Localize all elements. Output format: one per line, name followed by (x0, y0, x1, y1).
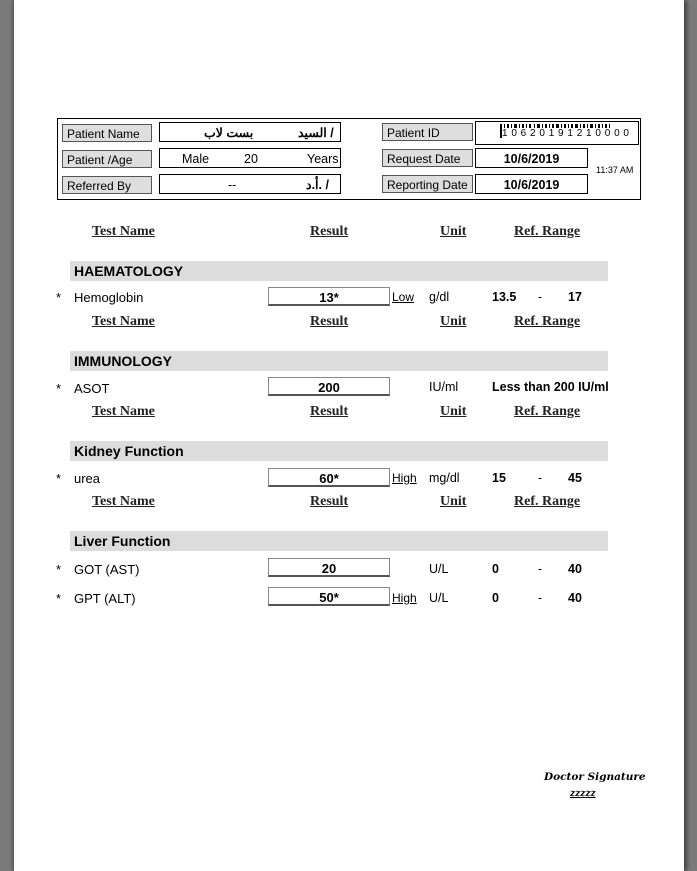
request-date-label: Request Date (382, 149, 473, 167)
col-result: Result (310, 314, 349, 329)
doctor-signature-mark: zzzzz (570, 789, 596, 799)
result-asot: 200 (268, 377, 390, 396)
test-name-asot: ASOT (74, 381, 110, 396)
col-unit: Unit (440, 404, 467, 419)
ref-dash: - (538, 471, 543, 485)
col-result: Result (310, 224, 349, 239)
col-test-name: Test Name (92, 494, 155, 509)
referred-by-prefix: أ.د. / (306, 178, 329, 192)
patient-header (57, 118, 641, 200)
report-time: 11:37 AM (596, 165, 634, 175)
result-got: 20 (268, 558, 390, 577)
ref-low-gpt: 0 (492, 591, 499, 605)
patient-name-field (159, 122, 341, 142)
test-star: * (56, 591, 62, 606)
ref-low-got: 0 (492, 562, 499, 576)
ref-dash: - (538, 290, 543, 304)
test-name-urea: urea (74, 471, 101, 486)
ref-dash: - (538, 591, 543, 605)
section-haematology: HAEMATOLOGY (70, 261, 608, 281)
referred-by-field (159, 174, 341, 194)
flag-gpt: High (392, 591, 417, 605)
reporting-date-value: 10/6/2019 (475, 174, 588, 194)
patient-name-prefix: السيد / (298, 126, 334, 140)
ref-low-urea: 15 (492, 471, 506, 485)
col-unit: Unit (440, 314, 467, 329)
test-star: * (56, 381, 62, 396)
col-test-name: Test Name (92, 404, 155, 419)
col-ref-range: Ref. Range (514, 314, 581, 329)
ref-high-hemoglobin: 17 (568, 290, 582, 304)
patient-age-label: Patient /Age (62, 150, 152, 168)
section-liver-function: Liver Function (70, 531, 608, 551)
flag-urea: High (392, 471, 417, 485)
referred-by-label: Referred By (62, 176, 152, 194)
patient-name-label: Patient Name (62, 124, 152, 142)
unit-asot: IU/ml (429, 380, 459, 394)
unit-urea: mg/dl (429, 471, 460, 485)
test-name-gpt: GPT (ALT) (74, 591, 136, 606)
section-immunology: IMMUNOLOGY (70, 351, 608, 371)
col-test-name: Test Name (92, 314, 155, 329)
reporting-date-label: Reporting Date (382, 175, 473, 193)
col-result: Result (310, 494, 349, 509)
patient-id-text: 1 0 6 2 0 1 9 1 2 1 0 0 0 0 (502, 128, 630, 139)
doctor-signature-label: Doctor Signature (544, 771, 646, 783)
test-name-hemoglobin: Hemoglobin (74, 290, 144, 305)
patient-id-barcode (475, 121, 639, 145)
result-hemoglobin: 13* (268, 287, 390, 306)
col-ref-range: Ref. Range (514, 224, 581, 239)
report-page (14, 0, 684, 871)
unit-hemoglobin: g/dl (429, 290, 450, 304)
patient-id-label: Patient ID (382, 123, 473, 141)
request-date-value: 10/6/2019 (475, 148, 588, 168)
ref-high-urea: 45 (568, 471, 582, 485)
ref-dash: - (538, 562, 543, 576)
col-ref-range: Ref. Range (514, 494, 581, 509)
gender-value: Male (182, 152, 210, 166)
test-star: * (56, 562, 62, 577)
patient-name-value: بست لاب (204, 126, 254, 140)
ref-low-hemoglobin: 13.5 (492, 290, 517, 304)
test-star: * (56, 471, 62, 486)
result-urea: 60* (268, 468, 390, 487)
col-unit: Unit (440, 224, 467, 239)
unit-gpt: U/L (429, 591, 449, 605)
test-name-got: GOT (AST) (74, 562, 140, 577)
flag-hemoglobin: Low (392, 290, 415, 304)
ref-high-got: 40 (568, 562, 582, 576)
ref-text-asot: Less than 200 IU/ml (492, 380, 609, 394)
referred-by-value: -- (228, 178, 237, 192)
col-unit: Unit (440, 494, 467, 509)
patient-age-field (159, 148, 341, 168)
age-unit: Years (307, 152, 339, 166)
age-value: 20 (244, 152, 258, 166)
ref-high-gpt: 40 (568, 591, 582, 605)
unit-got: U/L (429, 562, 449, 576)
section-kidney-function: Kidney Function (70, 441, 608, 461)
col-test-name: Test Name (92, 224, 155, 239)
col-result: Result (310, 404, 349, 419)
col-ref-range: Ref. Range (514, 404, 581, 419)
result-gpt: 50* (268, 587, 390, 606)
test-star: * (56, 290, 62, 305)
